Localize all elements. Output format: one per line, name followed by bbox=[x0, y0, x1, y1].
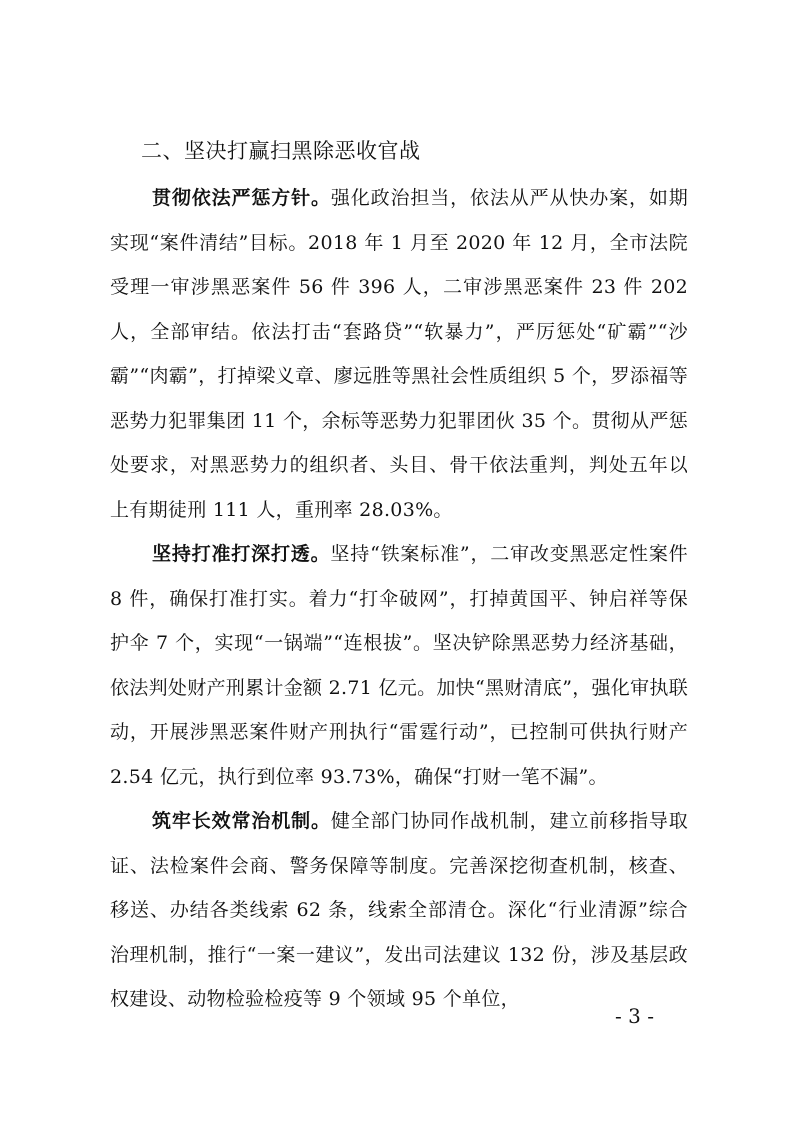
paragraph-3-lead: 筑牢长效常治机制。 bbox=[152, 810, 331, 832]
paragraph-1-text: 强化政治担当，依法从严从快办案，如期实现“案件清结”目标。2018 年 1 月至 2020 年 12 月，全市法院受理一审涉黑恶案件 56 件 396 人，二审涉黑恶案件 23 件 202 人，全部审结。依法打击“套路贷”“软暴力”，严厉惩处“矿霸”“沙霸”“肉霸”，打掉梁义章、廖远胜等黑社会性质组织 5 个，罗添福等恶势力犯罪集团 11 个，余标等恶势力犯罪团伙 35 个。贯彻从严惩处要求，对黑恶势力的组织者、头目、骨干依法重判，判处五年以上有期徒刑 111 人，重刑率 28.03%。 bbox=[110, 187, 688, 521]
paragraph-2 bbox=[110, 532, 688, 799]
page-content bbox=[110, 126, 688, 1022]
paragraph-1 bbox=[110, 176, 688, 532]
paragraph-3-text: 健全部门协同作战机制，建立前移指导取证、法检案件会商、警务保障等制度。完善深挖彻查机制，核查、移送、办结各类线索 62 条，线索全部清仓。深化“行业清源”综合治理机制，推行“一案一建议”，发出司法建议 132 份，涉及基层政权建设、动物检验检疫等 9 个领域 95 个单位， bbox=[110, 810, 688, 1010]
section-heading: 二、坚决打赢扫黑除恶收官战 bbox=[141, 139, 421, 163]
paragraph-1-lead: 贯彻依法严惩方针。 bbox=[152, 187, 331, 209]
paragraph-2-text: 坚持“铁案标准”，二审改变黑恶定性案件 8 件，确保打准打实。着力“打伞破网”，打掉黄国平、钟启祥等保护伞 7 个，实现“一锅端”“连根拔”。坚决铲除黑恶势力经济基础，依法判处财产刑累计金额 2.71 亿元。加快“黑财清底”，强化审执联动，开展涉黑恶案件财产刑执行“雷霆行动”，已控制可供执行财产 2.54 亿元，执行到位率 93.73%，确保“打财一笔不漏”。 bbox=[110, 543, 689, 788]
paragraph-2-lead: 坚持打准打深打透。 bbox=[152, 543, 331, 565]
paragraph-3 bbox=[110, 799, 688, 1022]
page-number: - 3 - bbox=[615, 1004, 654, 1028]
